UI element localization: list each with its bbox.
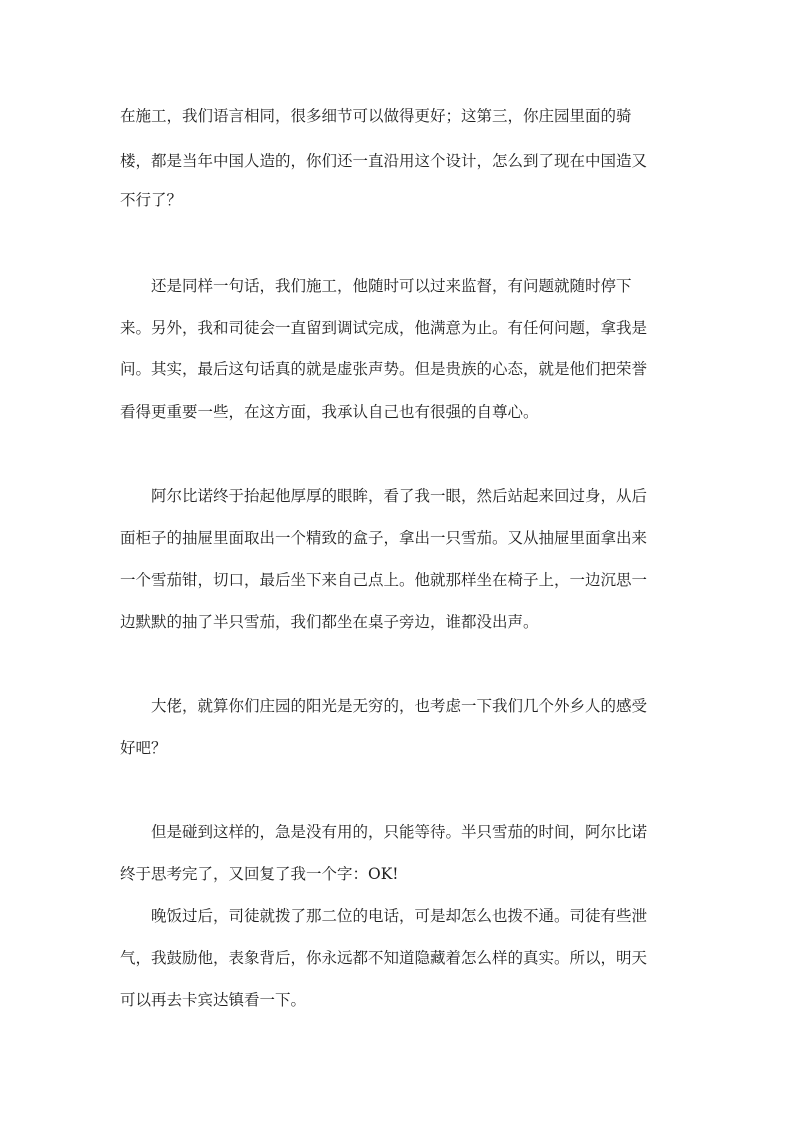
- text-line: 晚饭过后，司徒就拨了那二位的电话，可是却怎么也拨不通。司徒有些泄: [151, 907, 648, 925]
- text-line: 好吧？: [120, 739, 167, 757]
- text-line: 来。另外，我和司徒会一直留到调试完成，他满意为止。有任何问题，拿我是: [120, 319, 648, 337]
- text-line: 面柜子的抽屉里面取出一个精致的盒子，拿出一只雪茄。又从抽屉里面拿出来: [120, 529, 648, 547]
- text-line: 终于思考完了，又回复了我一个字：OK!: [120, 865, 399, 883]
- text-line: 在施工，我们语言相同，很多细节可以做得更好；这第三，你庄园里面的骑: [120, 107, 632, 125]
- text-line: 看得更重要一些，在这方面，我承认自己也有很强的自尊心。: [120, 403, 539, 421]
- text-line: 大佬，就算你们庄园的阳光是无穷的，也考虑一下我们几个外乡人的感受: [151, 697, 648, 715]
- text-line: 楼，都是当年中国人造的，你们还一直沿用这个设计，怎么到了现在中国造又: [120, 152, 648, 170]
- text-line: 边默默的抽了半只雪茄，我们都坐在桌子旁边，谁都没出声。: [120, 613, 539, 631]
- text-line: 阿尔比诺终于抬起他厚厚的眼眸，看了我一眼，然后站起来回过身，从后: [151, 487, 648, 505]
- text-line: 气，我鼓励他，表象背后，你永远都不知道隐藏着怎么样的真实。所以，明天: [120, 949, 648, 967]
- text-line: 不行了？: [120, 191, 183, 209]
- text-line: 一个雪茄钳，切口，最后坐下来自己点上。他就那样坐在椅子上，一边沉思一: [120, 571, 648, 589]
- text-line: 还是同样一句话，我们施工，他随时可以过来监督，有问题就随时停下: [151, 277, 632, 295]
- text-line: 但是碰到这样的，急是没有用的，只能等待。半只雪茄的时间，阿尔比诺: [151, 823, 648, 841]
- text-line: 可以再去卡宾达镇看一下。: [120, 991, 307, 1009]
- text-line: 问。其实，最后这句话真的就是虚张声势。但是贵族的心态，就是他们把荣誉: [120, 360, 648, 378]
